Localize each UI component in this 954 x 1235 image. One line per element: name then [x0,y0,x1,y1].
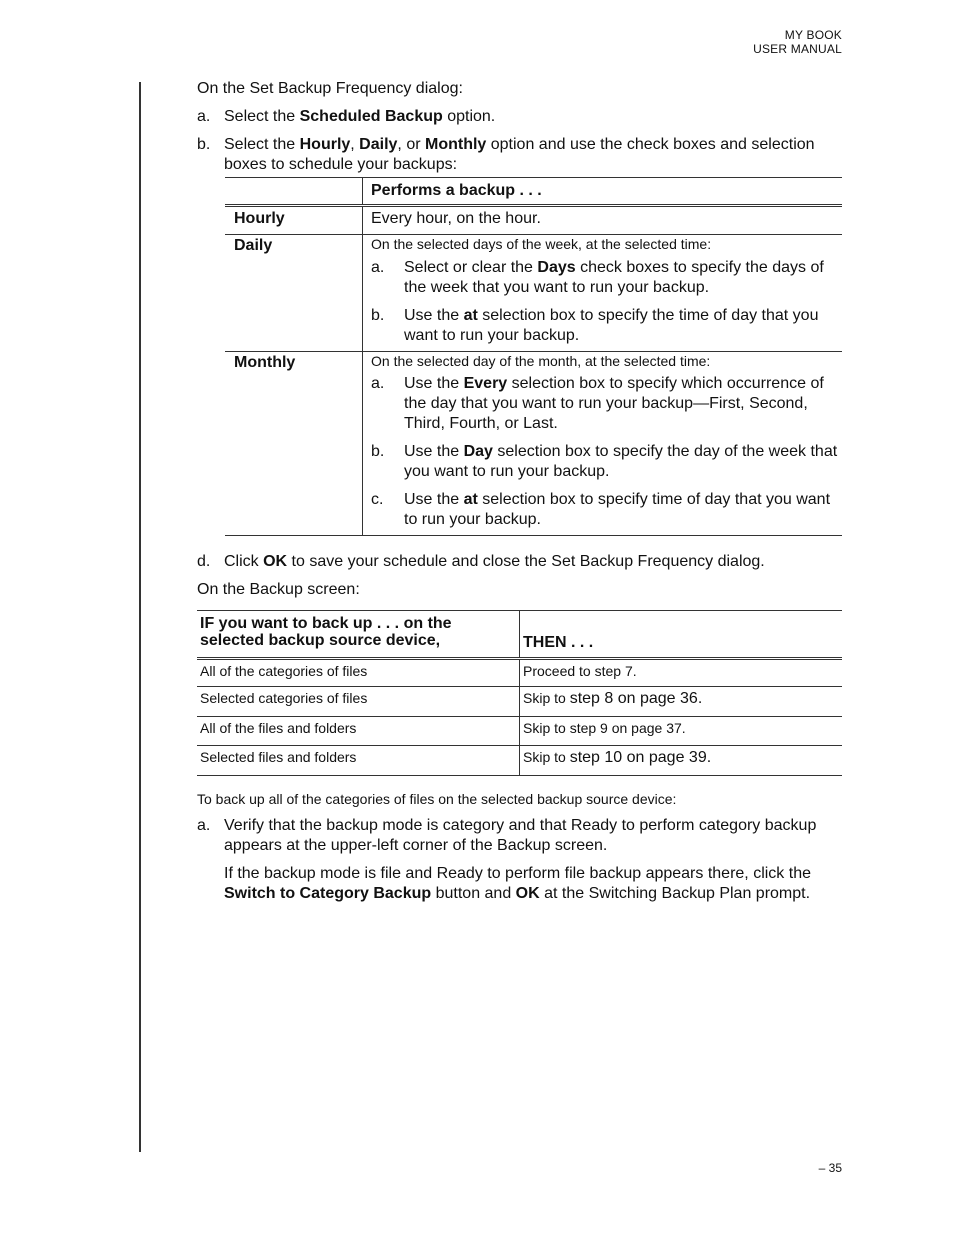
step-text: Click OK to save your schedule and close the Set Backup Frequency dialog. [224,553,765,570]
category-intro: To back up all of the categories of files on the selected backup source device: [197,791,677,807]
running-header [753,28,842,56]
step-text: Select the Scheduled Backup option. [224,108,496,125]
monthly-label: Monthly [225,352,363,536]
monthly-step-c: c. Use the at selection box to specify time of day that you want to run your backup. [371,491,831,528]
frequency-table [225,177,842,536]
daily-label: Daily [225,235,363,352]
step-letter: b. [197,136,211,153]
table-row: All of the categories of files Proceed to step 7. [197,659,842,687]
margin-rule [139,82,141,1152]
daily-row [225,235,842,352]
step-letter: a. [197,108,211,125]
hourly-row [225,206,842,235]
hourly-label: Hourly [225,206,363,235]
step-letter: a. [197,817,211,834]
header-line-1: MY BOOK [784,28,842,42]
step-letter: d. [197,553,211,570]
monthly-row [225,352,842,536]
frequency-header-row [225,178,842,206]
step-text: Verify that the backup mode is category and that Ready to perform category backup appears at the upper-left corner of the Backup screen. [224,817,817,854]
step-a [197,107,842,127]
if-column-header: IF you want to back up . . . on the selected backup source device, [197,611,520,659]
daily-step-b: b. Use the at selection box to specify the time of day that you want to run your backup. [371,307,819,344]
frequency-header: Performs a backup . . . [363,178,843,206]
verify-step [197,816,842,856]
table-row: Selected categories of files Skip to step 8 on page 36. [197,687,842,717]
monthly-step-a: a. Use the Every selection box to specify which occurrence of the day that you want to run your backup—First, Second, Third, Fourth, or Last. [371,375,824,432]
step-text: Select the Hourly, Daily, or Monthly option and use the check boxes and selection boxes to schedule your backups: [224,136,815,173]
then-column-header: THEN . . . [520,611,843,659]
backup-screen-intro: On the Backup screen: [197,581,360,598]
page-number: – 35 [818,1161,842,1175]
hourly-text: Every hour, on the hour. [363,206,843,235]
daily-intro: On the selected days of the week, at the selected time: [371,236,712,252]
if-then-header-row [197,611,842,659]
monthly-step-b: b. Use the Day selection box to specify the day of the week that you want to run your backup. [371,443,838,480]
intro-paragraph: On the Set Backup Frequency dialog: [197,80,463,97]
if-then-table [197,610,842,776]
if-file-mode-paragraph: If the backup mode is file and Ready to perform file backup appears there, click the Switch to Category Backup button and OK at the Switching Backup Plan prompt. [224,865,811,902]
table-row: Selected files and folders Skip to step 10 on page 39. [197,746,842,776]
page-content [197,79,842,904]
monthly-intro: On the selected day of the month, at the selected time: [371,353,711,369]
table-row: All of the files and folders Skip to step 9 on page 37. [197,717,842,746]
step-d [197,552,842,572]
header-line-2: USER MANUAL [753,42,842,56]
step-b [197,135,842,175]
daily-step-a: a. Select or clear the Days check boxes to specify the days of the week that you want to run your backup. [371,259,824,296]
